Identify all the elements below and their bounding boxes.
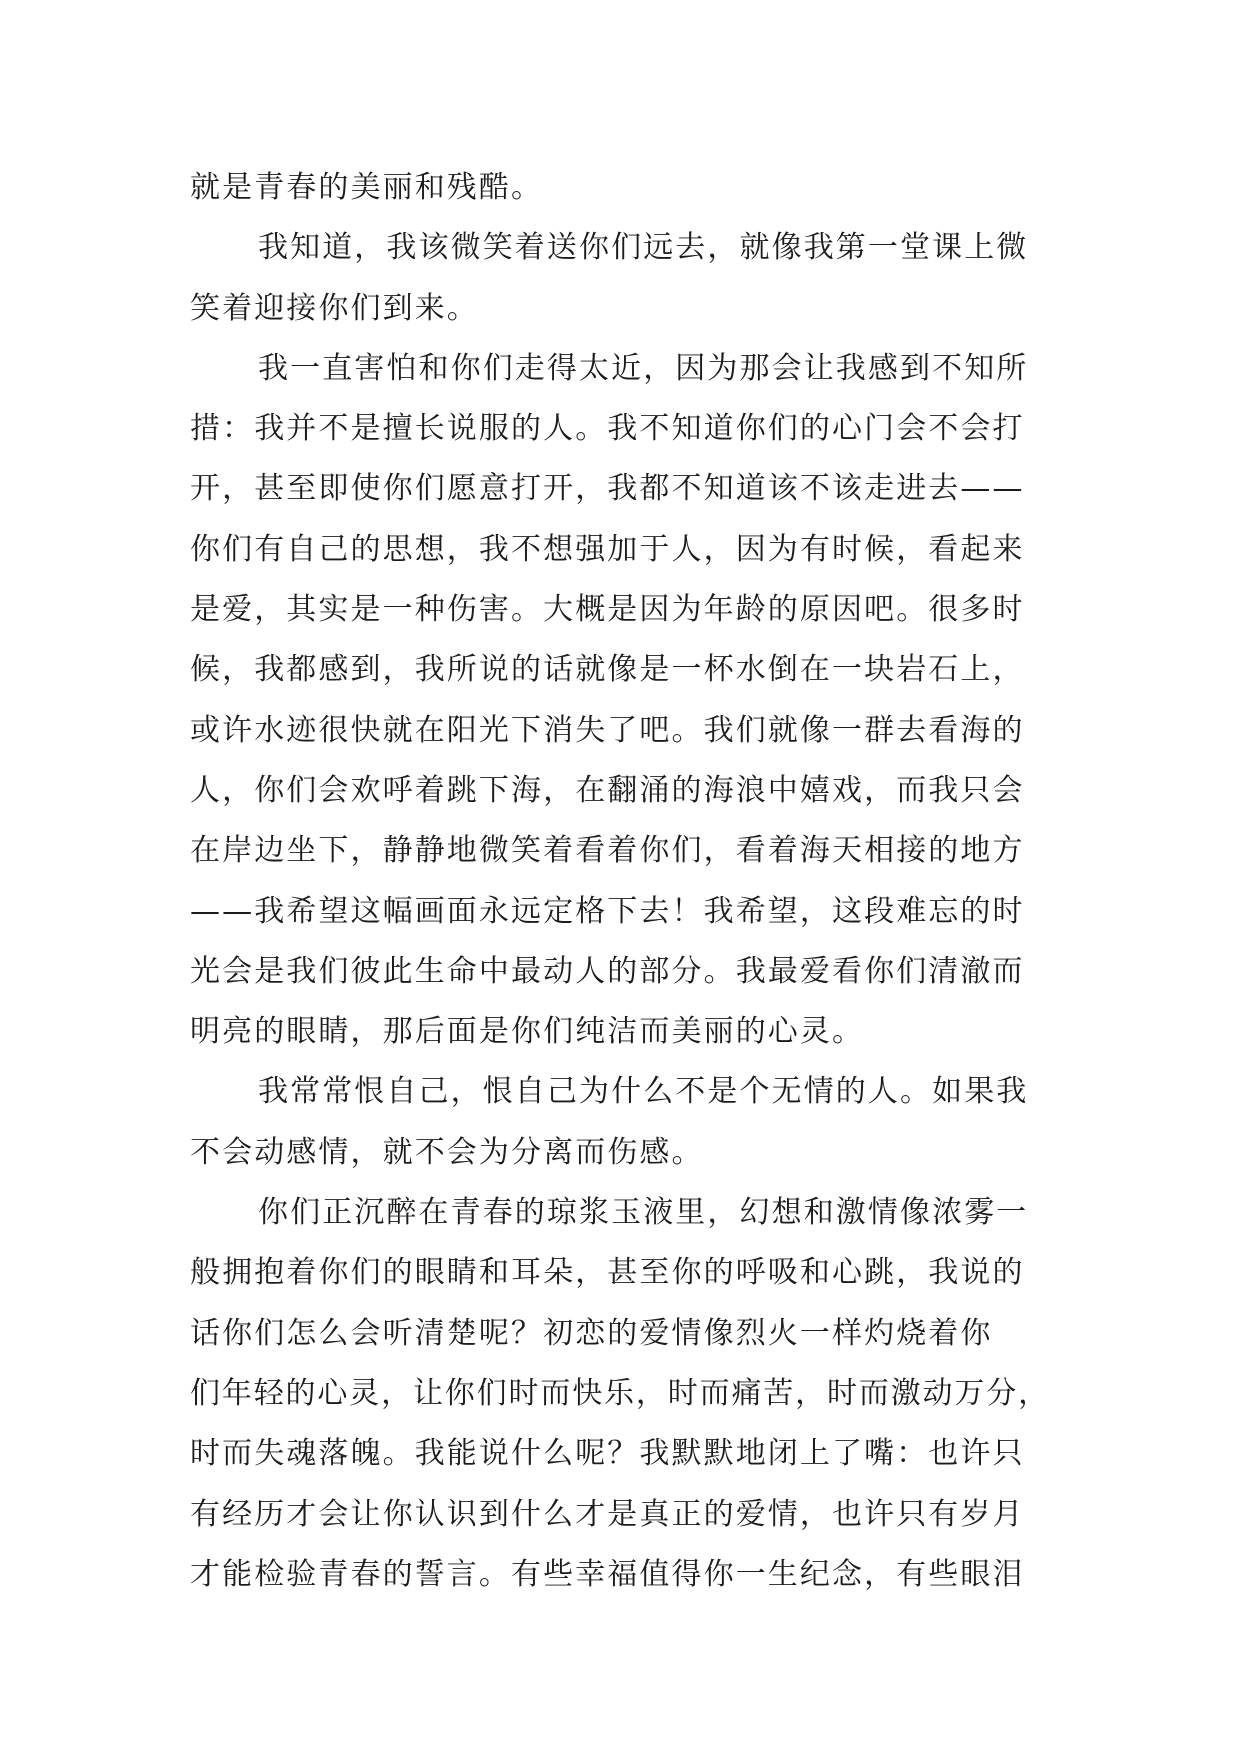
text-line: 笑着迎接你们到来。 [190,290,479,326]
text-line: 我知道，我该微笑着送你们远去，就像我第一堂课上微 [258,230,1029,266]
text-line: 就是青春的美丽和残酷。 [190,170,544,205]
text-line: 时而失魂落魄。我能说什么呢？我默默地闭上了嘴：也许只 [190,1436,1025,1472]
text-line: 候，我都感到，我所说的话就像是一杯水倒在一块岩石上， [190,652,1025,688]
text-line: 开，甚至即使你们愿意打开，我都不知道该不该走进去—— [190,471,1025,507]
text-line: 或许水迹很快就在阳光下消失了吧。我们就像一群去看海的 [190,712,1025,748]
text-line: 才能检验青春的誓言。有些幸福值得你一生纪念，有些眼泪 [190,1556,1025,1592]
text-line: 措：我并不是擅长说服的人。我不知道你们的心门会不会打 [190,411,1025,447]
text-line: 般拥抱着你们的眼睛和耳朵，甚至你的呼吸和心跳，我说的 [190,1255,1025,1291]
text-line: 明亮的眼睛，那后面是你们纯洁而美丽的心灵。 [190,1014,865,1050]
text-line: 人，你们会欢呼着跳下海，在翻涌的海浪中嬉戏，而我只会 [190,772,1025,808]
text-line: 在岸边坐下，静静地微笑着看着你们，看着海天相接的地方 [190,833,1025,869]
text-line: ——我希望这幅画面永远定格下去！我希望，这段难忘的时 [190,893,1025,929]
text-line: 话你们怎么会听清楚呢？初恋的爱情像烈火一样灼烧着你 [190,1315,993,1351]
text-line: 我一直害怕和你们走得太近，因为那会让我感到不知所 [258,350,1029,386]
text-line: 我常常恨自己，恨自己为什么不是个无情的人。如果我 [258,1074,1029,1110]
text-line: 你们正沉醉在青春的琼浆玉液里，幻想和激情像浓雾一 [258,1195,1029,1231]
text-line: 是爱，其实是一种伤害。大概是因为年龄的原因吧。很多时 [190,592,1025,628]
text-line: 们年轻的心灵，让你们时而快乐，时而痛苦，时而激动万分， [190,1375,1050,1411]
text-line: 你们有自己的思想，我不想强加于人，因为有时候，看起来 [190,531,1025,567]
text-line: 有经历才会让你认识到什么才是真正的爱情，也许只有岁月 [190,1496,1025,1532]
text-line: 光会是我们彼此生命中最动人的部分。我最爱看你们清澈而 [190,953,1025,989]
body-text [190,158,1050,1605]
text-line: 不会动感情，就不会为分离而伤感。 [190,1134,704,1170]
